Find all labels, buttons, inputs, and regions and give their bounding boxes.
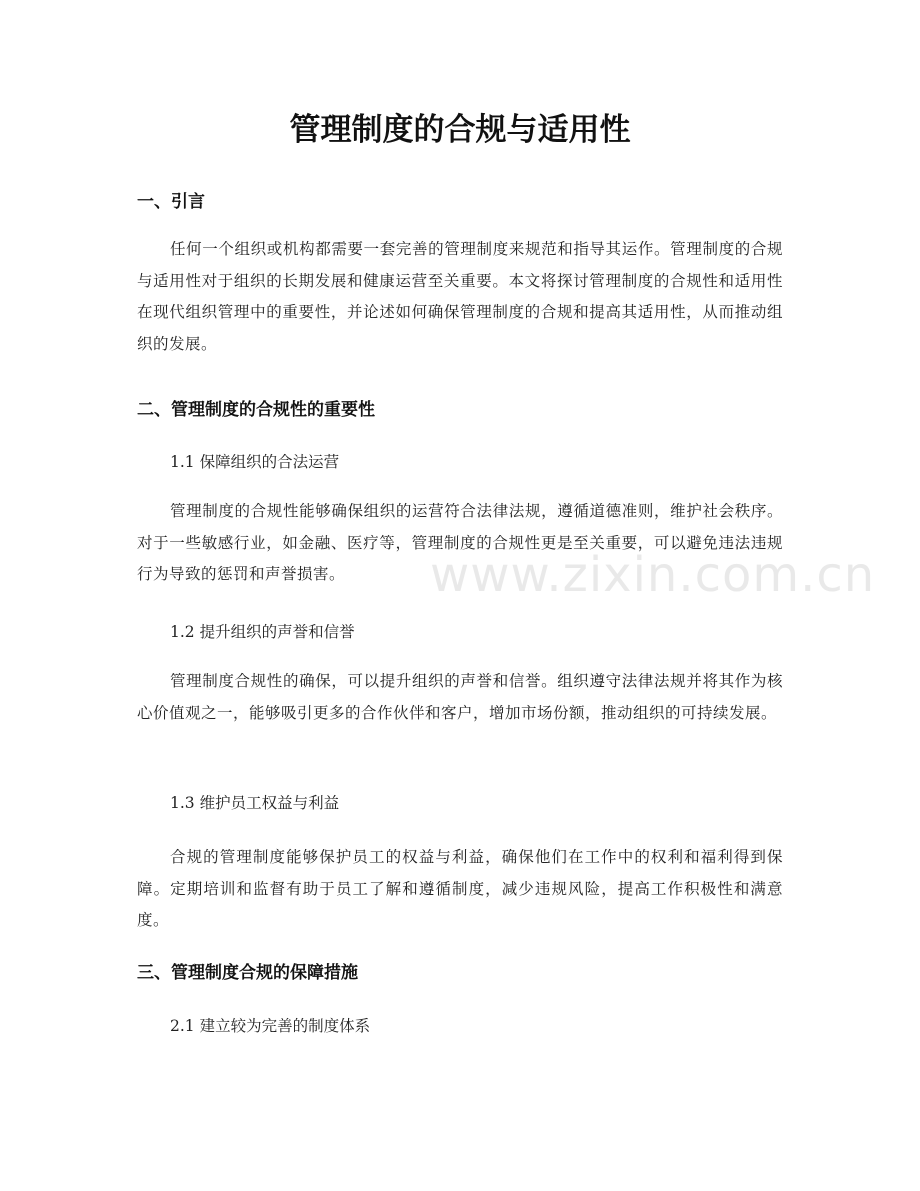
subheading-reputation: 1.2 提升组织的声誉和信誉 [170,623,355,641]
paragraph-legal-operation: 管理制度的合规性能够确保组织的运营符合法律法规，遵循道德准则，维护社会秩序。对于一些敏感行业，如金融、医疗等，管理制度的合规性更是至关重要，可以避免违法违规行为导致的惩罚和声誉损害。 [137,502,783,583]
page-title: 管理制度的合规与适用性 [289,112,631,148]
subheading-system-framework: 2.1 建立较为完善的制度体系 [170,1017,371,1035]
paragraph-reputation: 管理制度合规性的确保，可以提升组织的声誉和信誉。组织遵守法律法规并将其作为核心价值观之一，能够吸引更多的合作伙伴和客户，增加市场份额，推动组织的可持续发展。 [137,672,783,722]
subheading-employee-rights: 1.3 维护员工权益与利益 [170,794,340,812]
paragraph-employee-rights: 合规的管理制度能够保护员工的权益与利益，确保他们在工作中的权利和福利得到保障。定期培训和监督有助于员工了解和遵循制度，减少违规风险，提高工作积极性和满意度。 [137,848,783,929]
section-heading-safeguard-measures: 三、管理制度合规的保障措施 [137,963,358,983]
watermark: www.zixin.com.cn [430,547,876,603]
subheading-legal-operation: 1.1 保障组织的合法运营 [170,453,340,471]
section-heading-introduction: 一、引言 [137,192,205,212]
paragraph-introduction: 任何一个组织或机构都需要一套完善的管理制度来规范和指导其运作。管理制度的合规与适用性对于组织的长期发展和健康运营至关重要。本文将探讨管理制度的合规性和适用性在现代组织管理中的重要性，并论述如何确保管理制度的合规和提高其适用性，从而推动组织的发展。 [137,240,783,353]
section-heading-compliance-importance: 二、管理制度的合规性的重要性 [137,400,375,420]
